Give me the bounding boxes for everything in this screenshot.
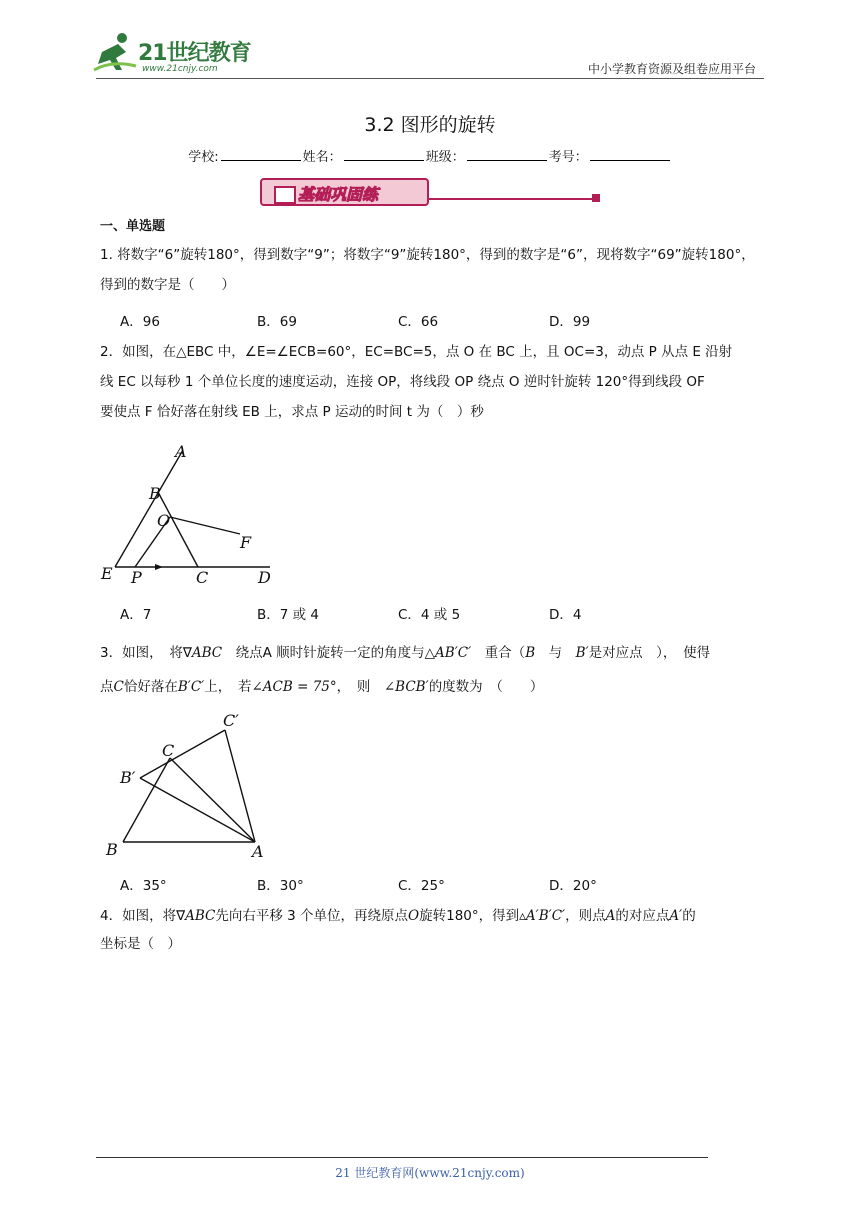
q3-text: 的度数为 （ ） (428, 679, 544, 695)
q4-math: ABC (185, 908, 216, 924)
school-blank (221, 148, 301, 161)
fig2-label-f: F (240, 533, 252, 552)
exam-no-label: 考号： (548, 150, 588, 165)
question-2-line-1: 2．如图，在△EBC 中，∠E=∠ECB=60°，EC=BC=5，点 O 在 BC 上，且 OC=3，动点 P 从点 E 沿射 (100, 344, 733, 360)
section-heading: 一、单选题 (100, 219, 166, 234)
book-icon (274, 186, 296, 204)
class-label: 班级： (425, 150, 465, 165)
section-banner (252, 176, 602, 206)
q1-option-a: A．96 (120, 314, 160, 330)
q3-option-c: C．25° (398, 878, 445, 894)
fig2-label-c: C (196, 568, 209, 587)
question-2 (100, 337, 765, 427)
student-info-line (0, 146, 860, 165)
q3-text: 与 (535, 645, 576, 661)
q3-math: AB′C′ (435, 645, 472, 661)
question-1-line-1: 1. 将数字“6”旋转180°，得到数字“9”；将数字“9”旋转180°，得到的数字是“6”，现将数字“69”旋转180°， (100, 247, 755, 263)
header-platform-text: 中小学教育资源及组卷应用平台 (587, 62, 756, 76)
fig2-label-d: D (258, 568, 271, 587)
question-1 (100, 240, 765, 300)
q3-math: ∠ACB = 75° (251, 679, 337, 695)
q3-text: 重合（ (471, 645, 526, 661)
fig3-label-c-prime: C′ (223, 711, 239, 730)
question-3-line-2 (100, 670, 765, 704)
q3-text: 恰好落在 (123, 679, 178, 695)
logo-url: www.21cnjy.com (142, 64, 218, 74)
q4-text: 先向右平移 3 个单位，再绕原点 (215, 908, 409, 924)
q3-math: ∠BCB′ (383, 679, 429, 695)
q2-option-b: B．7 或 4 (257, 607, 320, 623)
fig2-label-p: P (131, 568, 142, 587)
fig3-label-a: A (252, 842, 264, 861)
banner-rule (428, 198, 598, 200)
q3-option-a: A．35° (120, 878, 167, 894)
question-3-line-1 (100, 636, 765, 670)
q4-text: 的对应点 (615, 908, 670, 924)
question-3 (100, 636, 765, 704)
question-3-figure (100, 705, 280, 865)
ray-ea (115, 450, 183, 567)
q4-text: 旋转180°，得到 (419, 908, 520, 924)
page-title: 3.2 图形的旋转 (364, 114, 496, 136)
question-2-line-3: 要使点 F 恰好落在射线 EB 上，求点 P 运动的时间 t 为（ ）秒 (100, 404, 484, 420)
q4-math: O (408, 908, 420, 924)
q1-option-d: D．99 (549, 314, 591, 330)
footer-divider (96, 1157, 708, 1158)
q1-option-b: B．69 (257, 314, 297, 330)
header-divider (96, 78, 764, 79)
q4-math: A′ (669, 908, 683, 924)
question-2-figure (95, 440, 285, 590)
q3-math: B′C′ (177, 679, 205, 695)
q2-option-c: C．4 或 5 (398, 607, 461, 623)
q3-text: 绕点A 顺时针旋转一定的角度与△ (222, 645, 436, 661)
q4-math: ▵A′B′C′ (519, 908, 566, 924)
fig3-label-b-prime: B′ (120, 768, 136, 787)
fig3-label-b: B (106, 840, 118, 859)
school-label: 学校: (188, 150, 219, 165)
exam-no-blank (590, 148, 670, 161)
segment-c1a (225, 730, 255, 842)
question-2-options (120, 603, 760, 623)
name-label: 姓名： (302, 150, 342, 165)
q3-math: ABC (191, 645, 223, 661)
banner-text: 基础巩固练 (298, 185, 379, 204)
class-blank (467, 148, 547, 161)
q2-option-a: A．7 (120, 607, 152, 623)
logo (92, 30, 262, 80)
q2-option-d: D．4 (549, 607, 582, 623)
fig2-label-b: B (149, 484, 161, 503)
fig2-label-o: O (157, 511, 171, 530)
question-2-line-2: 线 EC 以每秒 1 个单位长度的速度运动，连接 OP，将线段 OP 绕点 O 逆时针旋转 120°得到线段 OF (100, 374, 705, 390)
q3-option-b: B．30° (257, 878, 304, 894)
arrow-icon (155, 564, 163, 570)
question-4-line-2: 坐标是（ ） (100, 936, 181, 952)
banner-dot (592, 194, 600, 202)
q3-text: 是对应点 ）， 使得 (588, 645, 711, 661)
question-1-line-2: 得到的数字是（ ） (100, 277, 235, 293)
q3-math: B′ (575, 645, 589, 661)
banner-tag (260, 178, 429, 206)
name-blank (344, 148, 424, 161)
q4-text: 的 (682, 908, 696, 924)
q3-text: 上， 若 (204, 679, 252, 695)
q4-text: 4．如图，将∇ (100, 908, 186, 924)
question-4 (100, 902, 765, 958)
q3-math: B (525, 645, 536, 661)
segment-b1a (140, 778, 255, 842)
fig2-label-e: E (101, 564, 113, 583)
q1-option-c: C．66 (398, 314, 439, 330)
fig3-label-c: C (162, 741, 175, 760)
q3-text: 3．如图， 将∇ (100, 645, 192, 661)
footer-link[interactable]: 21 世纪教育网(www.21cnjy.com) (335, 1166, 525, 1180)
runner-logo-icon (92, 30, 138, 76)
q3-text: ， 则 (336, 679, 384, 695)
q4-text: ，则点 (565, 908, 606, 924)
question-4-line-1 (100, 902, 765, 930)
q3-math: C (113, 679, 124, 695)
segment-of (170, 517, 240, 534)
q3-text: 点 (100, 679, 114, 695)
q4-math: A (605, 908, 616, 924)
fig2-label-a: A (175, 442, 187, 461)
question-1-options (120, 310, 760, 330)
question-3-options (120, 874, 760, 894)
q3-option-d: D．20° (549, 878, 597, 894)
segment-ca (170, 758, 255, 842)
logo-brand: 21世纪教育 (138, 41, 251, 66)
